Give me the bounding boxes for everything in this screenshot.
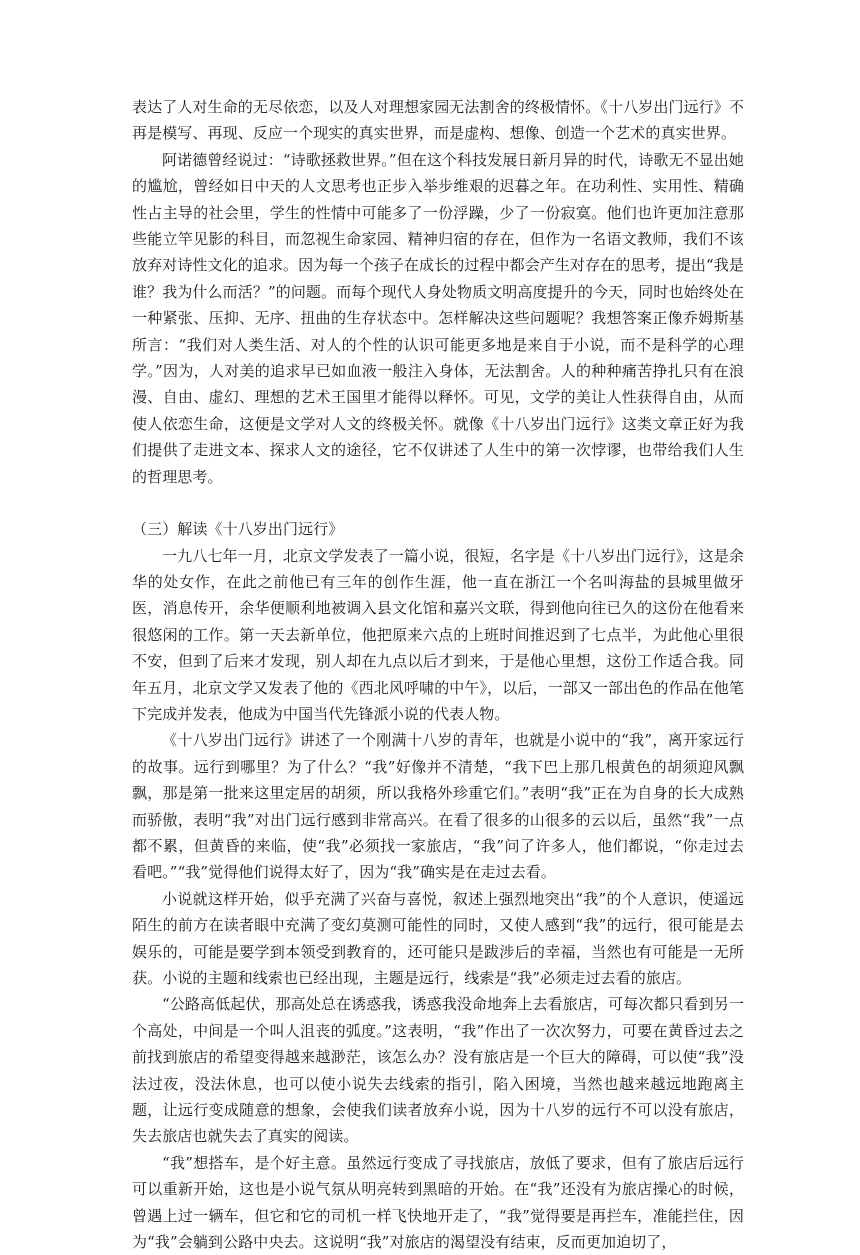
paragraph-gap [132,490,744,516]
paragraph: 小说就这样开始，似乎充满了兴奋与喜悦，叙述上强烈地突出“我”的个人意识，使遥远陌生的前方在读者眼中充满了变幻莫测可能性的同时，又使人感到“我”的远行，很可能是去娱乐的，可能是要学到本领受到教育的，还可能只是跋涉后的幸福，当然也有可能是一无所获。小说的主题和线索也已经出现，主题是远行，线索是“我”必须走过去看的旅店。 [132,889,744,987]
paragraph: “公路高低起伏，那高处总在诱惑我，诱惑我没命地奔上去看旅店，可每次都只看到另一个高处，中间是一个叫人沮丧的弧度。”这表明，“我”作出了一次次努力，可要在黄昏过去之前找到旅店的希望变得越来越渺茫，该怎么办？没有旅店是一个巨大的障碍，可以使“我”没法过夜，没法休息，也可以使小说失去线索的指引，陷入困境，当然也越来越远地跑离主题，让远行变成随意的想象，会使我们读者放弃小说，因为十八岁的远行不可以没有旅店，失去旅店也就失去了真实的阅读。 [132,995,744,1146]
paragraph: 表达了人对生命的无尽依恋，以及人对理想家园无法割舍的终极情怀。《十八岁出门远行》不再是模写、再现、反应一个现实的真实世界，而是虚构、想像、创造一个艺术的真实世界。 [132,98,744,143]
paragraph: “我”想搭车，是个好主意。虽然远行变成了寻找旅店，放低了要求，但有了旅店后远行可以重新开始，这也是小说气氛从明亮转到黑暗的开始。在“我”还没有为旅店操心的时候，曾遇上过一辆车，但它和它的司机一样飞快地开走了，“我”觉得要是再拦车，准能拦住，因为“我”会躺到公路中央去。这说明“我”对旅店的渴望没有结束，反而更加迫切了， [132,1153,744,1252]
paragraph: 阿诺德曾经说过：“诗歌拯救世界。”但在这个科技发展日新月异的时代，诗歌无不显出她的尴尬，曾经如日中天的人文思考也正步入举步维艰的迟暮之年。在功利性、实用性、精确性占主导的社会里，学生的性情中可能多了一份浮躁，少了一份寂寞。他们也许更加注意那些能立竿见影的科目，而忽视生命家园、精神归宿的存在，但作为一名语文教师，我们不该放弃对诗性文化的追求。因为每一个孩子在成长的过程中都会产生对存在的思考，提出“我是谁？我为什么而活？”的问题。而每个现代人身处物质文明高度提升的今天，同时也始终处在一种紧张、压抑、无序、扭曲的生存状态中。怎样解决这些问题呢？我想答案正像乔姆斯基所言：“我们对人类生活、对人的个性的认识可能更多地是来自于小说，而不是科学的心理学。”因为，人对美的追求早已如血液一般注入身体，无法割舍。人的种种痛苦挣扎只有在浪漫、自由、虚幻、理想的艺术王国里才能得以释怀。可见，文学的美让人性获得自由，从而使人依恋生命，这便是文学对人文的终极关怀。就像《十八岁出门远行》这类文章正好为我们提供了走进文本、探求人文的途径，它不仅讲述了人生中的第一次悖谬，也带给我们人生的哲理思考。 [132,150,744,486]
paragraph: 一九八七年一月，北京文学发表了一篇小说，很短，名字是《十八岁出门远行》，这是余华的处女作，在此之前他已有三年的创作生涯，他一直在浙江一个名叫海盐的县城里做牙医，消息传开，余华便顺利地被调入县文化馆和嘉兴文联，得到他向往已久的这份在他看来很悠闲的工作。第一天去新单位，他把原来六点的上班时间推迟到了七点半，为此他心里很不安，但到了后来才发现，别人却在九点以后才到来，于是他心里想，这份工作适合我。同年五月，北京文学又发表了他的《西北风呼啸的中午》，以后，一部又一部出色的作品在他笔下完成并发表，他成为中国当代先锋派小说的代表人物。 [132,546,744,723]
section-heading: （三）解读《十八岁出门远行》 [132,520,344,539]
document-body [132,94,744,1255]
paragraph: 《十八岁出门远行》讲述了一个刚满十八岁的青年，也就是小说中的“我”，离开家远行的故事。远行到哪里？为了什么？“我”好像并不清楚，“我下巴上那几根黄色的胡须迎风飘飘，那是第一批来这里定居的胡须，所以我格外珍重它们。”表明“我”正在为自身的长大成熟而骄傲，表明“我”对出门远行感到非常高兴。在看了很多的山很多的云以后，虽然“我”一点都不累，但黄昏的来临，使“我”必须找一家旅店，“我”问了许多人，他们都说，“你走过去看吧。”“我”觉得他们说得太好了，因为“我”确实是在走过去看。 [132,731,744,882]
